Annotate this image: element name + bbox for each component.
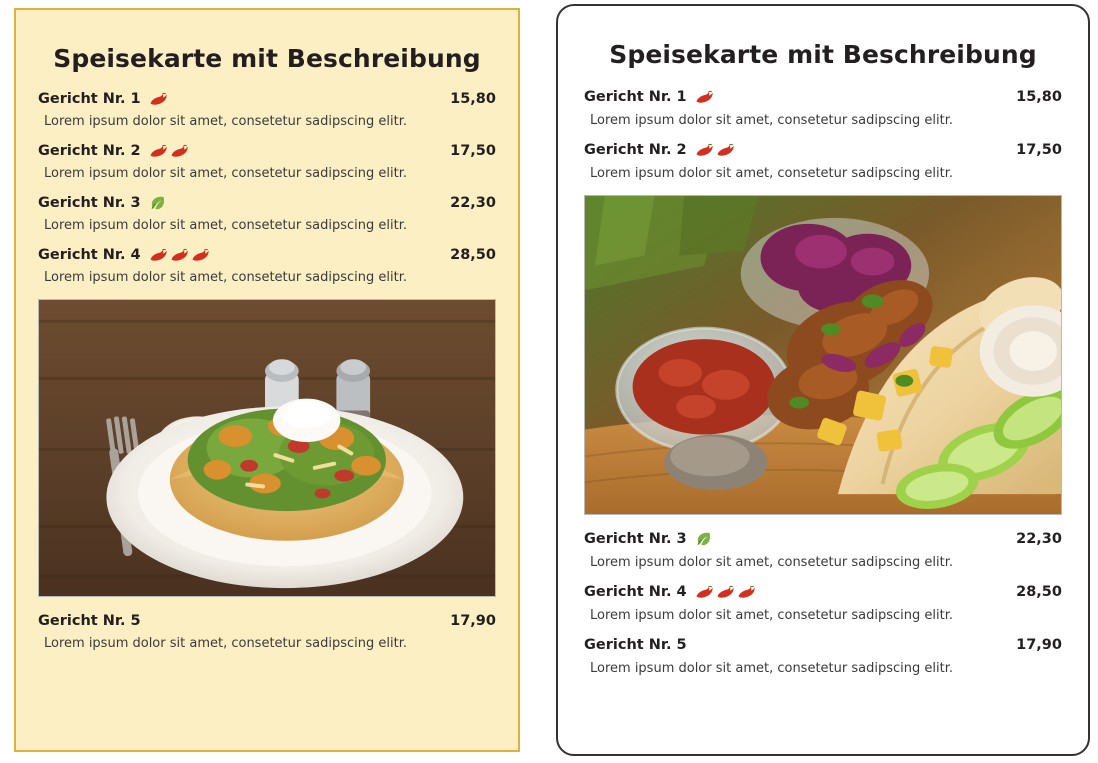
dish-name-wrap: [584, 89, 715, 105]
list-item: [38, 247, 496, 285]
vegetarian-icon: [149, 195, 166, 211]
dish-name-wrap: [38, 247, 211, 263]
chili-icon: [737, 585, 757, 599]
list-item: [38, 91, 496, 129]
dish-name: Gericht Nr. 1: [38, 91, 141, 107]
dish-header: [38, 91, 496, 107]
page-title-left: Speisekarte mit Beschreibung: [53, 44, 481, 73]
dish-name-wrap: [38, 91, 169, 107]
page-title-right: Speisekarte mit Beschreibung: [609, 40, 1037, 69]
chili-icon: [170, 144, 190, 158]
dish-description: Lorem ipsum dolor sit amet, consetetur sadipscing elitr.: [590, 608, 953, 623]
dish-photo-right: [584, 195, 1062, 515]
chili-icon: [149, 248, 169, 262]
dish-price: 17,90: [1016, 637, 1062, 653]
chili-icon: [716, 585, 736, 599]
menu-card-right: [556, 4, 1090, 756]
list-item: [584, 142, 1062, 181]
diet-icons: [695, 531, 712, 547]
dish-description: Lorem ipsum dolor sit amet, consetetur sadipscing elitr.: [590, 166, 953, 181]
chili-icon: [695, 90, 715, 104]
dish-header: [584, 89, 1062, 105]
dish-name-wrap: [38, 195, 166, 211]
dish-header: [584, 584, 1062, 600]
dish-name-wrap: [584, 637, 687, 653]
chili-icon: [170, 248, 190, 262]
dish-description: Lorem ipsum dolor sit amet, consetetur sadipscing elitr.: [590, 661, 953, 676]
dish-name-wrap: [38, 613, 141, 629]
dish-header: [38, 143, 496, 159]
dish-description: Lorem ipsum dolor sit amet, consetetur sadipscing elitr.: [44, 218, 407, 233]
list-item: [584, 637, 1062, 676]
dish-name-wrap: [38, 143, 190, 159]
dish-price: 17,50: [450, 143, 496, 159]
vegetarian-icon: [695, 531, 712, 547]
dish-name: Gericht Nr. 4: [584, 584, 687, 600]
chili-icon: [191, 248, 211, 262]
dish-name-wrap: [584, 142, 736, 158]
chili-icon: [695, 143, 715, 157]
dish-price: 17,90: [450, 613, 496, 629]
dish-description: Lorem ipsum dolor sit amet, consetetur sadipscing elitr.: [44, 114, 407, 129]
spice-level-icons: [149, 92, 169, 106]
dish-header: [38, 613, 496, 629]
dish-header: [38, 247, 496, 263]
spice-level-icons: [149, 248, 211, 262]
chili-icon: [695, 585, 715, 599]
list-item: [584, 584, 1062, 623]
list-item: [584, 531, 1062, 570]
dish-price: 15,80: [1016, 89, 1062, 105]
dish-name: Gericht Nr. 5: [38, 613, 141, 629]
dish-price: 22,30: [450, 195, 496, 211]
dish-name: Gericht Nr. 1: [584, 89, 687, 105]
dish-name-wrap: [584, 531, 712, 547]
list-item: [584, 89, 1062, 128]
dish-header: [38, 195, 496, 211]
list-item: [38, 613, 496, 651]
dish-name: Gericht Nr. 2: [38, 143, 141, 159]
dish-price: 17,50: [1016, 142, 1062, 158]
dish-name: Gericht Nr. 4: [38, 247, 141, 263]
menu-card-left: [14, 8, 520, 752]
dish-price: 28,50: [1016, 584, 1062, 600]
spice-level-icons: [695, 90, 715, 104]
dish-header: [584, 637, 1062, 653]
dish-name: Gericht Nr. 3: [38, 195, 141, 211]
dish-description: Lorem ipsum dolor sit amet, consetetur sadipscing elitr.: [590, 555, 953, 570]
dish-header: [584, 142, 1062, 158]
chili-icon: [716, 143, 736, 157]
dish-name: Gericht Nr. 5: [584, 637, 687, 653]
dish-description: Lorem ipsum dolor sit amet, consetetur sadipscing elitr.: [44, 166, 407, 181]
dish-description: Lorem ipsum dolor sit amet, consetetur sadipscing elitr.: [590, 113, 953, 128]
dish-photo-left: [38, 299, 496, 597]
dish-price: 15,80: [450, 91, 496, 107]
diet-icons: [149, 195, 166, 211]
dish-name: Gericht Nr. 2: [584, 142, 687, 158]
spice-level-icons: [695, 585, 757, 599]
spice-level-icons: [149, 144, 190, 158]
dish-price: 28,50: [450, 247, 496, 263]
list-item: [38, 143, 496, 181]
chili-icon: [149, 144, 169, 158]
spice-level-icons: [695, 143, 736, 157]
list-item: [38, 195, 496, 233]
dish-header: [584, 531, 1062, 547]
chili-icon: [149, 92, 169, 106]
dish-description: Lorem ipsum dolor sit amet, consetetur sadipscing elitr.: [44, 636, 407, 651]
dish-name-wrap: [584, 584, 757, 600]
dish-price: 22,30: [1016, 531, 1062, 547]
dish-name: Gericht Nr. 3: [584, 531, 687, 547]
dish-description: Lorem ipsum dolor sit amet, consetetur sadipscing elitr.: [44, 270, 407, 285]
